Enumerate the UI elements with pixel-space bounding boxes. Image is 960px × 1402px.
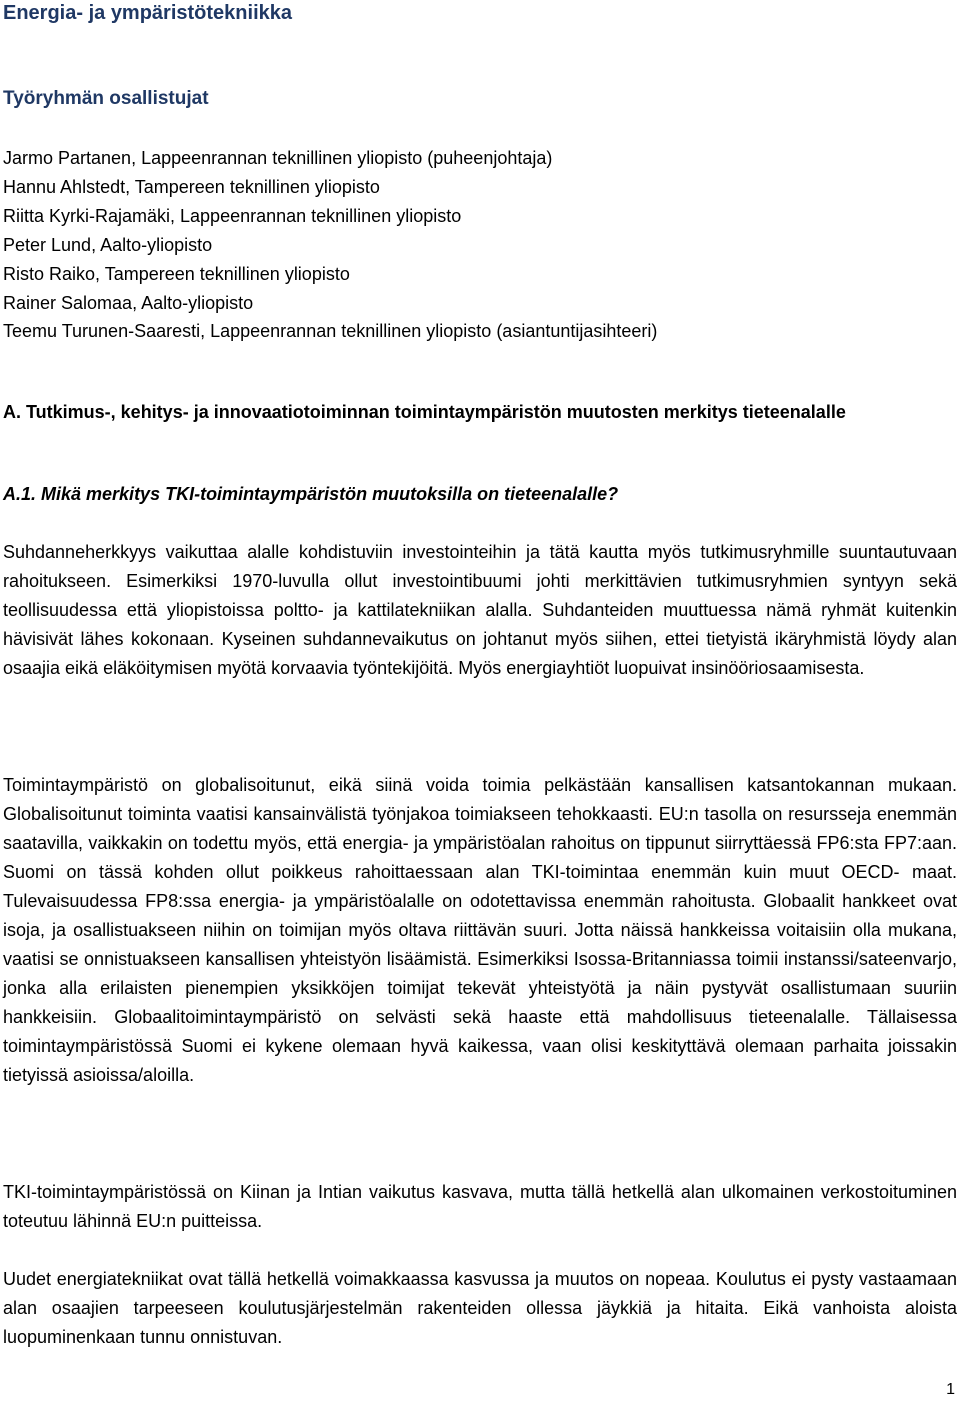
participant-item: Riitta Kyrki-Rajamäki, Lappeenrannan teknillinen yliopisto: [3, 205, 462, 226]
participant-item: Teemu Turunen-Saaresti, Lappeenrannan teknillinen yliopisto (asiantuntijasihteeri): [3, 321, 658, 342]
section-a-heading: A. Tutkimus-, kehitys- ja innovaatiotoiminnan toimintaympäristön muutosten merkitys tieteenalalle: [3, 402, 846, 422]
participant-item: Peter Lund, Aalto-yliopisto: [3, 234, 213, 255]
page-number: 1: [946, 1381, 955, 1398]
question-a1-heading: A.1. Mikä merkitys TKI-toimintaympäristön muutoksilla on tieteenalalle?: [3, 484, 619, 504]
body-paragraph: TKI-toimintaympäristössä on Kiinan ja Intian vaikutus kasvava, mutta tällä hetkellä alan ulkomainen verkostoituminen toteutuu lähinnä EU:n puitteissa.: [3, 1182, 957, 1231]
body-paragraph: Uudet energiatekniikat ovat tällä hetkellä voimakkaassa kasvussa ja muutos on nopeaa. Koulutus ei pysty vastaamaan alan osaajien tarpeeseen koulutusjärjestelmän rakenteiden ollessa jäykkiä ja hitaita. Eikä vanhoista aloista luopuminenkaan tunnu onnistuvan.: [3, 1269, 957, 1347]
participant-item: Hannu Ahlstedt, Tampereen teknillinen yliopisto: [3, 176, 380, 197]
body-paragraph: Suhdanneherkkyys vaikuttaa alalle kohdistuviin investointeihin ja tätä kautta myös tutkimusryhmille suuntautuvaan rahoitukseen. Esimerkiksi 1970-luvulla ollut investointibuumi johti merkittävien tutkimusryhmien syntyyn sekä teollisuudessa että yliopistoissa poltto- ja kattilatekniikan alalla. Suhdanteiden muuttuessa nämä ryhmät kuitenkin hävisivät lähes kokonaan. Kyseinen suhdannevaikutus on johtanut myös siihen, ettei tietyistä ikäryhmistä löydy alan osaajia eikä eläköitymisen myötä korvaavia työntekijöitä. Myös energiayhtiöt luopuivat insinööriosaamisesta.: [3, 542, 957, 678]
participant-item: Rainer Salomaa, Aalto-yliopisto: [3, 292, 254, 313]
participant-item: Risto Raiko, Tampereen teknillinen yliopisto: [3, 263, 350, 284]
participants-heading: Työryhmän osallistujat: [3, 88, 209, 109]
document-title: Energia- ja ympäristötekniikka: [3, 2, 293, 24]
body-paragraph: Toimintaympäristö on globalisoitunut, eikä siinä voida toimia pelkästään kansallisen katsantokannan mukaan. Globalisoitunut toiminta vaatisi kansainvälistä työnjakoa toimiakseen tehokkaasti. EU:n tasolla on resursseja enemmän saatavilla, vaikkakin on todettu myös, että energia- ja ympäristöalan rahoitus on tippunut siirryttäessä FP6:sta FP7:aan. Suomi on tässä kohden ollut poikkeus rahoittaessaan alan TKI-toimintaa enemmän kuin muut OECD- maat. Tulevaisuudessa FP8:ssa energia- ja ympäristöalalle on odotettavissa enemmän rahoitusta. Globaalit hankkeet ovat isoja, ja osallistuakseen niihin on toimijan myös oltava riittävän suuri. Jotta näissä hankkeissa voitaisiin olla mukana, vaatisi se onnistuakseen kansallisen yhteistyön lisäämistä. Esimerkiksi Isossa-Britanniassa toimii instanssi/sateenvarjo, jonka alla erilaisten pienempien yksikköjen toimijat tekevät yhteistyötä ja näin pystyvät osallistumaan suuriin hankkeisiin. Globaalitoimintaympäristö on selvästi sekä haaste että mahdollisuus tieteenalalle. Tällaisessa toimintaympäristössä Suomi ei kykene olemaan hyvä kaikessa, vaan olisi keskityttävä olemaan parhaita joissakin tietyissä asioissa/aloilla.: [3, 775, 957, 1085]
participant-list: [3, 144, 657, 346]
participant-item: Jarmo Partanen, Lappeenrannan teknillinen yliopisto (puheenjohtaja): [3, 148, 553, 168]
